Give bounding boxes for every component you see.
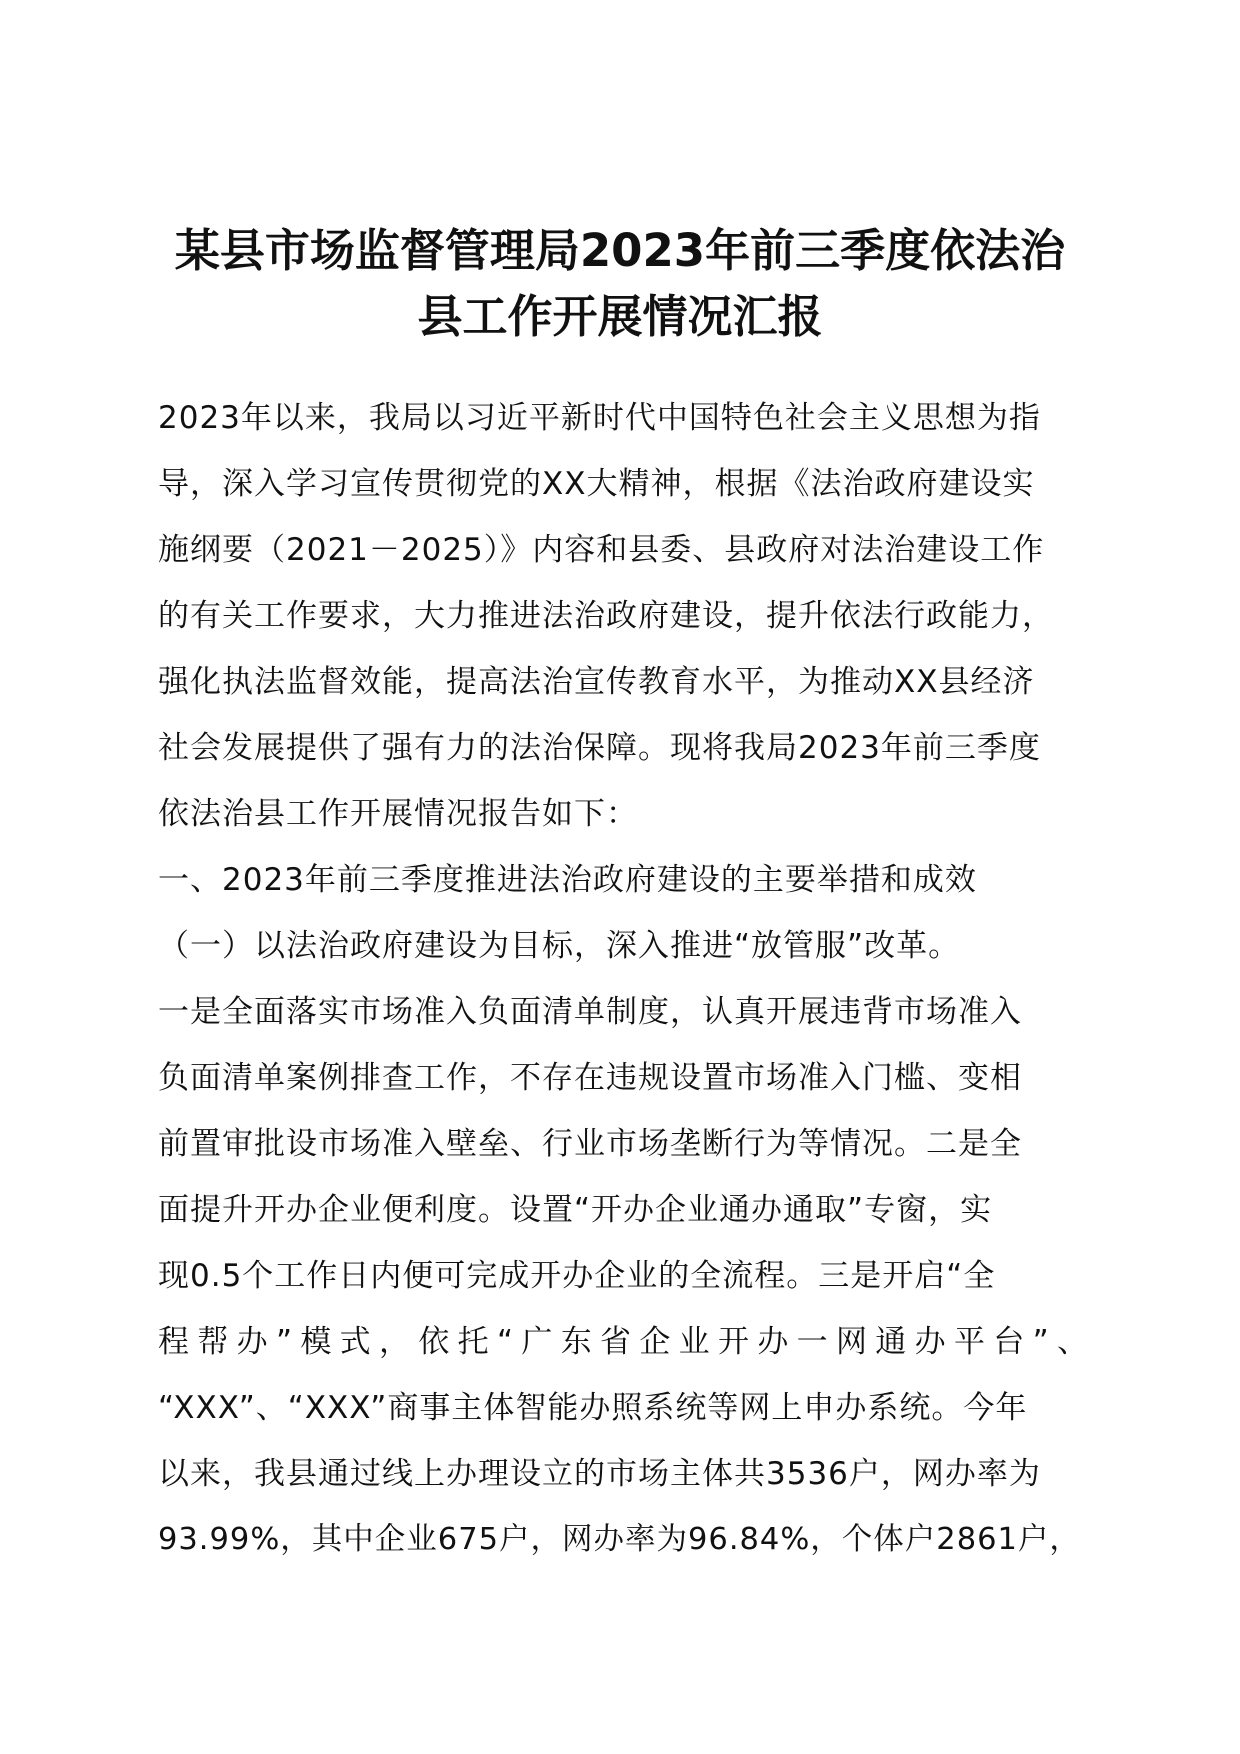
body-line: 面提升开办企业便利度。设置“开办企业通办通取”专窗，实 [158, 1192, 993, 1228]
body-line: 前置审批设市场准入壁垒、行业市场垄断行为等情况。二是全 [158, 1126, 1022, 1162]
subsection-heading: （一）以法治政府建设为目标，深入推进“放管服”改革。 [158, 928, 961, 964]
document-body [158, 385, 1088, 1573]
body-line: 一是全面落实市场准入负面清单制度，认真开展违背市场准入 [158, 994, 1022, 1030]
body-line: 负面清单案例排查工作，不存在违规设置市场准入门槛、变相 [158, 1060, 1022, 1096]
body-line: “XXX”、“XXX”商事主体智能办照系统等网上申办系统。今年 [158, 1390, 1028, 1426]
title-line: 县工作开展情况汇报 [417, 290, 823, 343]
body-line: 强化执法监督效能，提高法治宣传教育水平，为推动XX县经济 [158, 664, 1035, 700]
body-line: 社会发展提供了强有力的法治保障。现将我局2023年前三季度 [158, 730, 1041, 766]
document-title [140, 218, 1100, 350]
body-line: 的有关工作要求，大力推进法治政府建设，提升依法行政能力， [158, 598, 1054, 634]
body-line: 导，深入学习宣传贯彻党的XX大精神，根据《法治政府建设实 [158, 466, 1035, 502]
body-line: 93.99%，其中企业675户，网办率为96.84%，个体户2861户， [158, 1522, 1081, 1557]
body-line: 2023年以来，我局以习近平新时代中国特色社会主义思想为指 [158, 400, 1041, 436]
section-heading: 一、2023年前三季度推进法治政府建设的主要举措和成效 [158, 862, 977, 898]
body-line: 依法治县工作开展情况报告如下： [158, 796, 638, 832]
title-line: 某县市场监督管理局2023年前三季度依法治 [174, 224, 1066, 277]
body-line: 程帮办”模式，依托“广东省企业开办一网通办平台”、 [158, 1324, 1088, 1360]
body-line: 以来，我县通过线上办理设立的市场主体共3536户，网办率为 [158, 1456, 1041, 1492]
body-line: 现0.5个工作日内便可完成开办企业的全流程。三是开启“全 [158, 1258, 996, 1294]
body-line: 施纲要（2021－2025）》内容和县委、县政府对法治建设工作 [158, 532, 1045, 568]
